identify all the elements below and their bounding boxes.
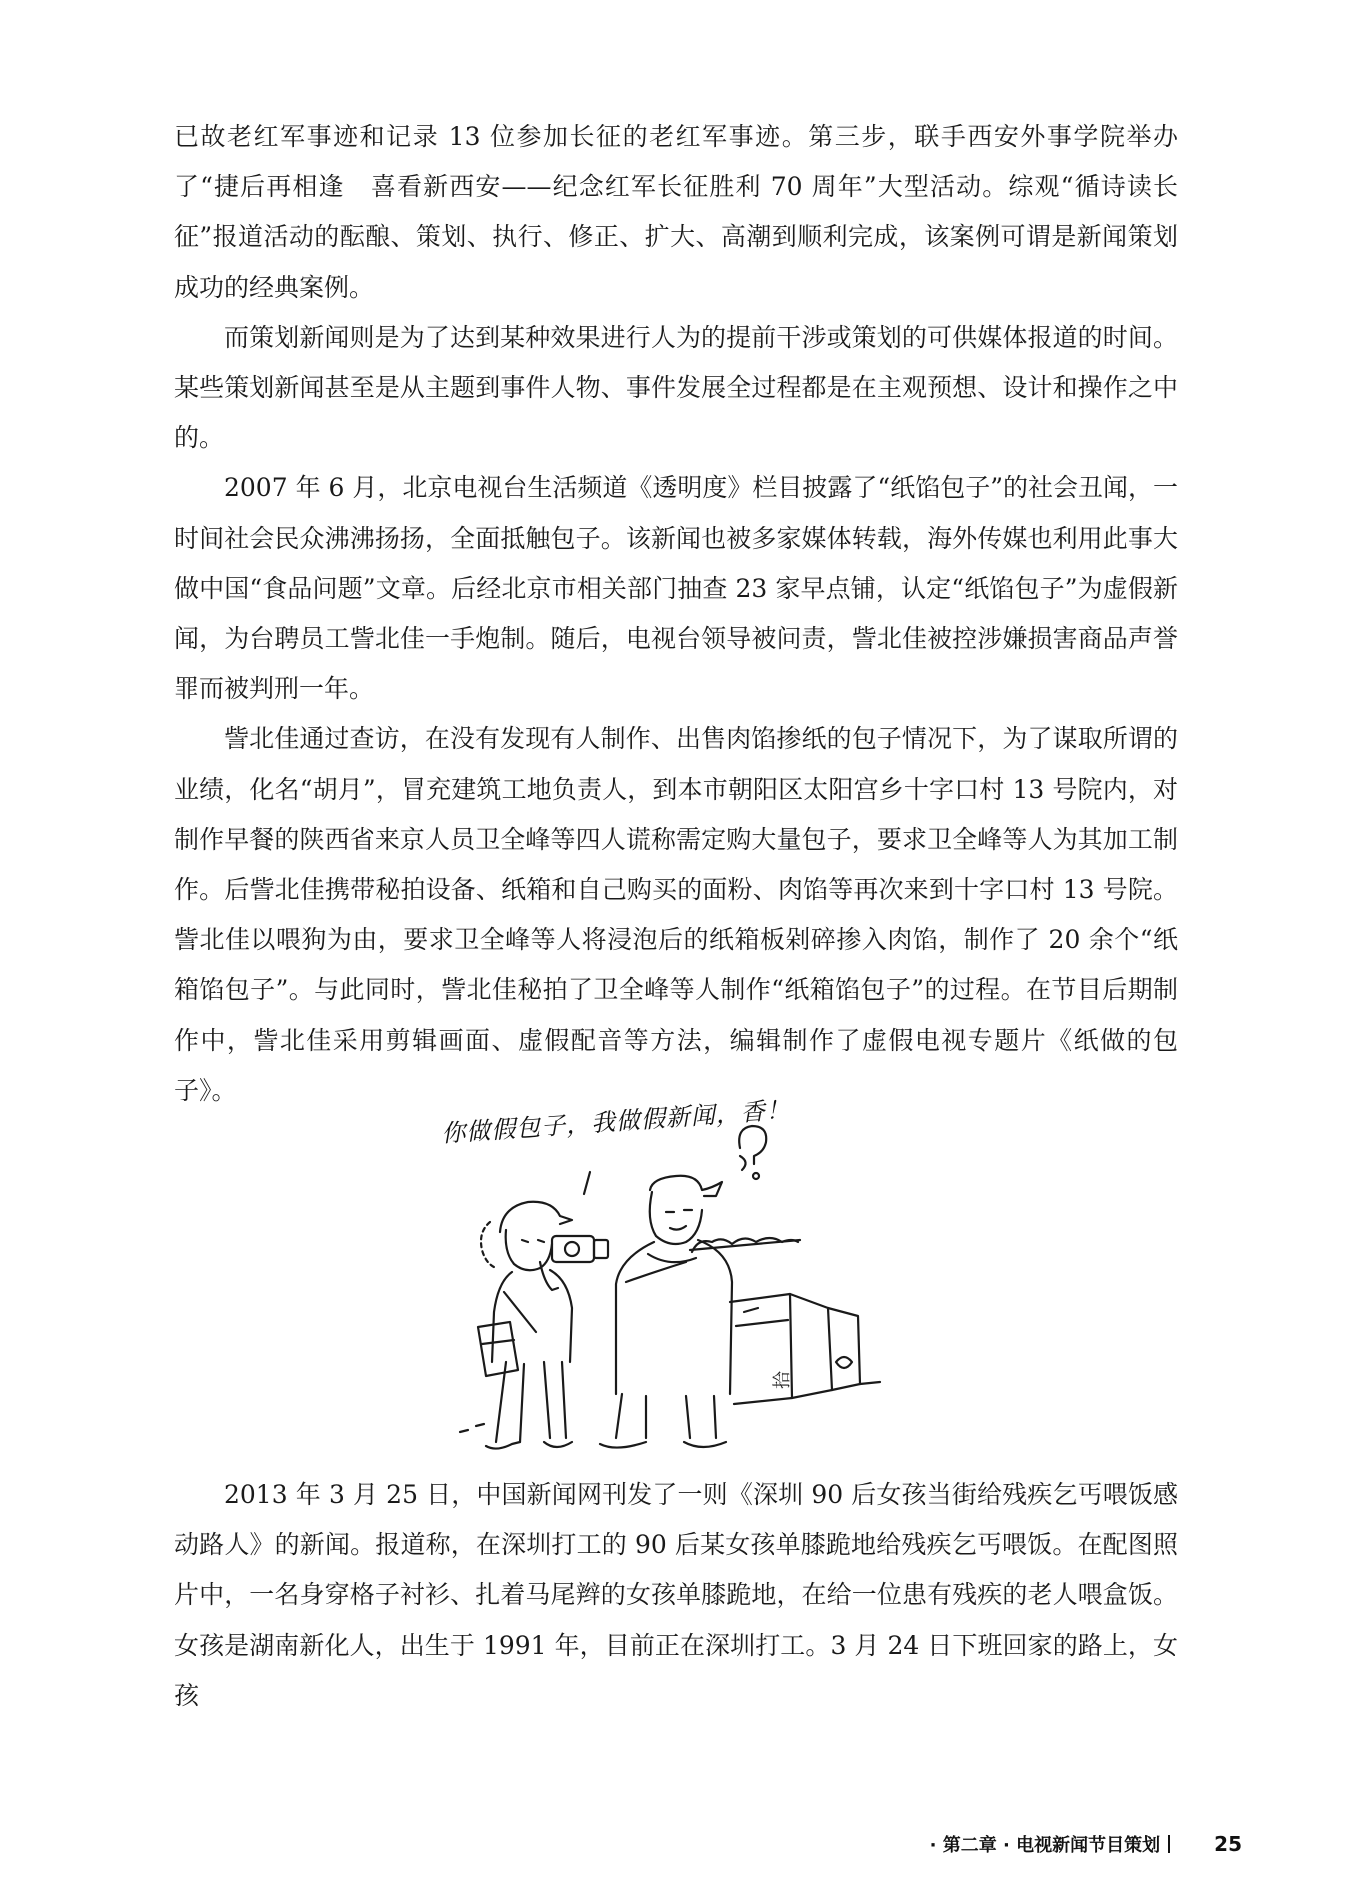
cartoon-caption: 你做假包子，我做假新闻，香！ (440, 1095, 792, 1148)
box-lettering: 拾 (772, 1371, 793, 1389)
chapter-title: · 第二章 · 电视新闻节目策划 (929, 1835, 1161, 1856)
paragraph: 而策划新闻则是为了达到某种效果进行人为的提前干涉或策划的可供媒体报道的时间。某些策划新闻甚至是从主题到事件人物、事件发展全过程都是在主观预想、设计和操作之中的。 (174, 322, 1178, 453)
cartoon-illustration (440, 1095, 960, 1457)
paragraph-continued: 已故老红军事迹和记录 13 位参加长征的老红军事迹。第三步，联手西安外事学院举办了“捷后再相逢 喜看新西安——纪念红军长征胜利 70 周年”大型活动。综观“循诗读长征”报道活动的酝酿、策划、执行、修正、扩大、高潮到顺利完成，该案例可谓是新闻策划成功的经典案例。 (174, 122, 1178, 302)
body-text-bottom (174, 1470, 1178, 1721)
paragraph: 2007 年 6 月，北京电视台生活频道《透明度》栏目披露了“纸馅包子”的社会丑闻，一时间社会民众沸沸扬扬，全面抵触包子。该新闻也被多家媒体转载，海外传媒也利用此事大做中国“食品问题”文章。后经北京市相关部门抽查 23 家早点铺，认定“纸馅包子”为虚假新闻，为台聘员工訾北佳一手炮制。随后，电视台领导被问责，訾北佳被控涉嫌损害商品声誉罪而被判刑一年。 (174, 473, 1178, 704)
paragraph: 2013 年 3 月 25 日，中国新闻网刊发了一则《深圳 90 后女孩当街给残疾乞丐喂饭感动路人》的新闻。报道称，在深圳打工的 90 后某女孩单膝跪地给残疾乞丐喂饭。在配图照片中，一名身穿格子衬衫、扎着马尾辫的女孩单膝跪地，在给一位患有残疾的老人喂盒饭。女孩是湖南新化人，出生于 1991 年，目前正在深圳打工。3 月 24 日下班回家的路上，女孩 (174, 1480, 1178, 1710)
paragraph: 訾北佳通过查访，在没有发现有人制作、出售肉馅掺纸的包子情况下，为了谋取所谓的业绩，化名“胡月”，冒充建筑工地负责人，到本市朝阳区太阳宫乡十字口村 13 号院内，对制作早餐的陕西省来京人员卫全峰等四人谎称需定购大量包子，要求卫全峰等人为其加工制作。后訾北佳携带秘拍设备、纸箱和自己购买的面粉、肉馅等再次来到十字口村 13 号院。訾北佳以喂狗为由，要求卫全峰等人将浸泡后的纸箱板剁碎掺入肉馅，制作了 20 余个“纸箱馅包子”。与此同时，訾北佳秘拍了卫全峰等人制作“纸箱馅包子”的过程。在节目后期制作中，訾北佳采用剪辑画面、虚假配音等方法，编辑制作了虚假电视专题片《纸做的包子》。 (174, 724, 1178, 1105)
footer-divider (1168, 1835, 1170, 1853)
page-number: 25 (1214, 1832, 1242, 1856)
cartoon-drawing (440, 1112, 960, 1457)
body-text-top (174, 112, 1178, 1116)
page-footer (930, 1831, 1242, 1857)
